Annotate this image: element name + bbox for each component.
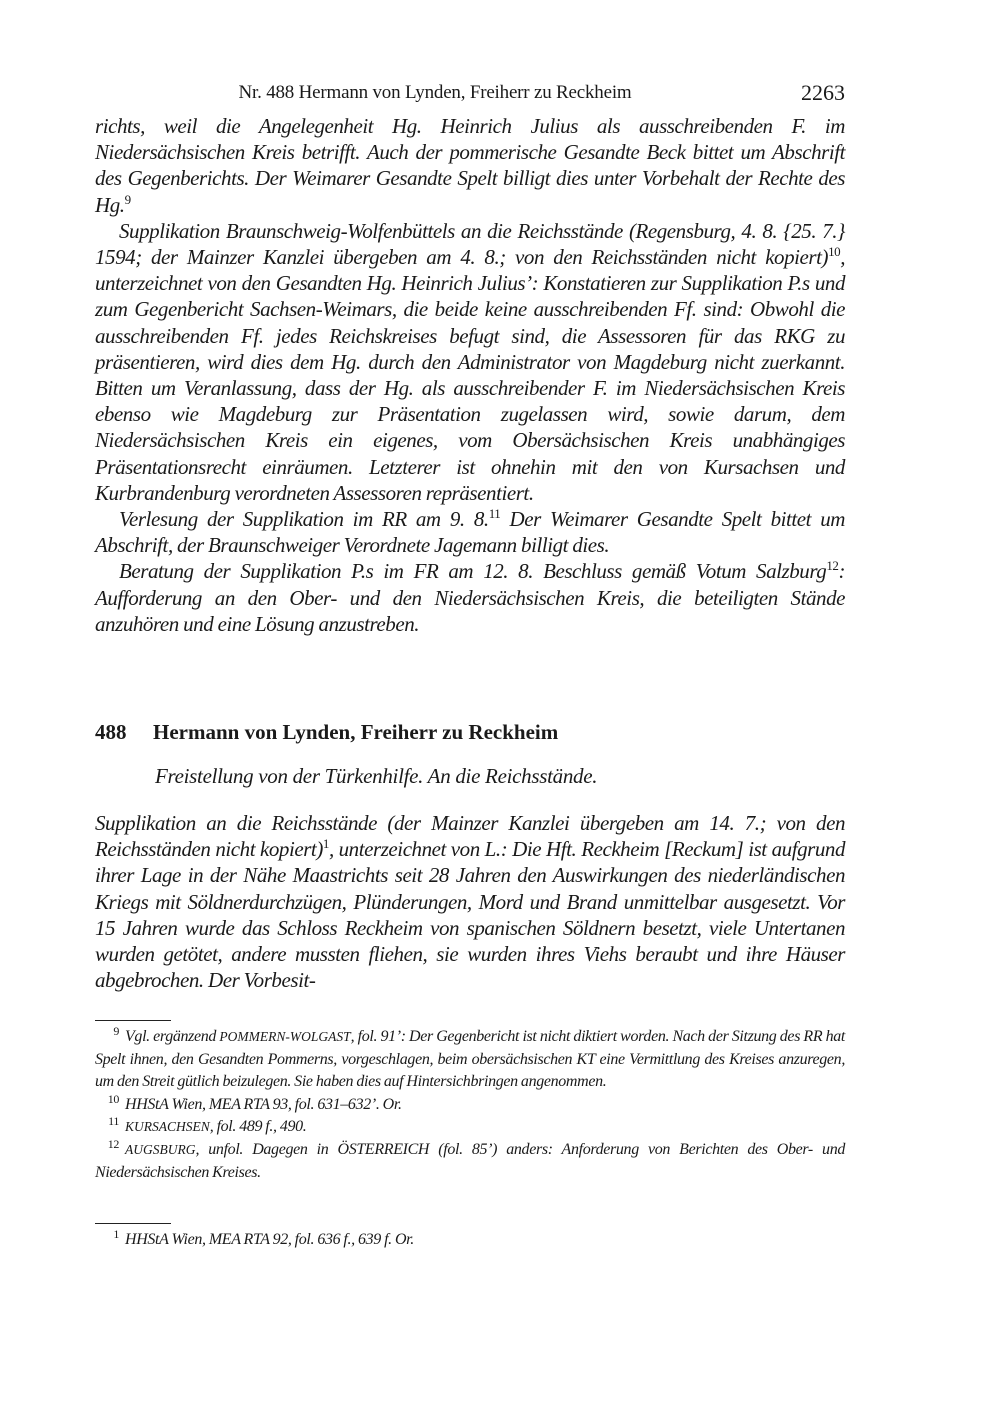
paragraph-supplication-braunschweig: Supplikation Braunschweig-Wolfenbüttels an die Reichsstände (Regensburg, 4. 8. {25. 7.} 1594; der Mainzer Kanzlei übergeben am 4. 8.; von den Reichsständen nicht kopiert)$^{10}$, unterzeichnet von den Gesandten Hg. Heinrich Julius’: Konstatieren zur Supplikation P.s und zum Gegenbericht Sachsen-Weimars, die beide keine ausschreibenden Ff. sind: Obwohl die ausschreibenden Ff. jedes Reichskreises befugt sind, die Assessoren für das RKG zu präsentieren, wird dies dem Hg. durch den Administrator von Magdeburg nicht zuerkannt. Bitten um Veranlassung, dass der Hg. als ausschreibender F. im Niedersächsischen Kreis ebenso wie Magdeburg zur Präsentation zugelassen wird, sowie darum, dem Niedersächsischen Kreis ein eigenes, vom Obersächsischen Kreis unabhängiges Präsentationsrecht einräumen. Letzterer ist ohnehin mit den von Kursachsen und Kurbrandenburg verordneten Assessoren repräsentiert.	[95, 218, 845, 505]
footnotes-a	[95, 1026, 845, 1184]
page-number: 2263	[801, 80, 845, 105]
paragraph-continuation: richts, weil die Angelegenheit Hg. Heinrich Julius als ausschreibenden F. im Niedersächsischen Kreis betrifft. Auch der pommerische Gesandte Beck bittet um Abschrift des Gegenberichts. Der Weimarer Gesandte Spelt billigt dies unter Vorbehalt der Rechte des Hg.$^9$	[95, 114, 845, 217]
footnote-10: 10 HHStA Wien, MEA RTA 93, fol. 631–632’. Or.	[107, 1091, 402, 1113]
footnote-9: 9 Vgl. ergänzend POMMERN-WOLGAST, fol. 91’: Der Gegenbericht ist nicht diktiert worden. Nach der Sitzung des RR hat Spelt ihnen, den Gesandten Pommerns, vorgeschlagen, beim obersächsischen KT eine Vermittlung des Kreises anzuregen, um den Streit gütlich beizulegen. Sie haben dies auf Hintersichbringen angenommen.	[95, 1024, 845, 1091]
footnote-ref[interactable]: 10	[828, 244, 841, 260]
paragraph-beratung: Beratung der Supplikation P.s im FR am 12. 8. Beschluss gemäß Votum Salzburg$^{12}$: Aufforderung an den Ober- und den Niedersächsischen Kreis, die beteiligten Stände anzuhören und eine Lösung anzustreben.	[95, 558, 845, 636]
footnote-rule	[95, 1223, 171, 1224]
section-body	[95, 810, 845, 993]
paragraph-verlesung: Verlesung der Supplikation im RR am 9. 8.11 Der Weimarer Gesandte Spelt bittet um Abschrift, der Braunschweiger Verordnete Jagemann billigt dies.	[95, 506, 845, 558]
footnote-ref[interactable]: 11	[488, 506, 501, 522]
footnote-ref[interactable]: 12	[826, 558, 839, 574]
footnote-ref[interactable]: 9	[124, 191, 131, 207]
section-number: 488	[95, 720, 127, 744]
section-heading	[95, 720, 845, 745]
footnotes-b	[95, 1229, 845, 1252]
continued-text	[95, 113, 845, 637]
footnote-11: 11 KURSACHSEN, fol. 489 f., 490.	[108, 1114, 307, 1136]
running-head-title: Nr. 488 Hermann von Lynden, Freiherr zu Reckheim	[238, 82, 632, 103]
section-subtitle: Freistellung von der Türkenhilfe. An die Reichsstände.	[155, 764, 598, 788]
footnote-1: 1 HHStA Wien, MEA RTA 92, fol. 636 f., 639 f. Or.	[113, 1227, 414, 1248]
footnote-12: 12 AUGSBURG, unfol. Dagegen in ÖSTERREICH (fol. 85’) anders: Anforderung von Berichten des Ober- und Niedersächsischen Kreises.	[95, 1136, 845, 1181]
running-head	[95, 80, 845, 106]
footnote-ref[interactable]: 1	[322, 836, 329, 852]
section-title: Hermann von Lynden, Freiherr zu Reckheim	[153, 720, 559, 744]
paragraph-supplication-lynden: Supplikation an die Reichsstände (der Mainzer Kanzlei übergeben am 14. 7.; von den Reichsständen nicht kopiert)$^1$, unterzeichnet von L.: Die Hft. Reckheim [Reckum] ist aufgrund ihrer Lage in der Nähe Maastrichts seit 28 Jahren den Auswirkungen des niederländischen Kriegs mit Söldnerdurchzügen, Plünderungen, Mord und Brand unmittelbar ausgesetzt. Vor 15 Jahren wurde das Schloss Reckheim von spanischen Söldnern besetzt, viele Untertanen wurden getötet, andere mussten fliehen, sie wurden ihres Viehs beraubt und ihre Häuser abgebrochen. Der Vorbesit-	[95, 811, 845, 993]
footnote-rule	[95, 1020, 171, 1021]
